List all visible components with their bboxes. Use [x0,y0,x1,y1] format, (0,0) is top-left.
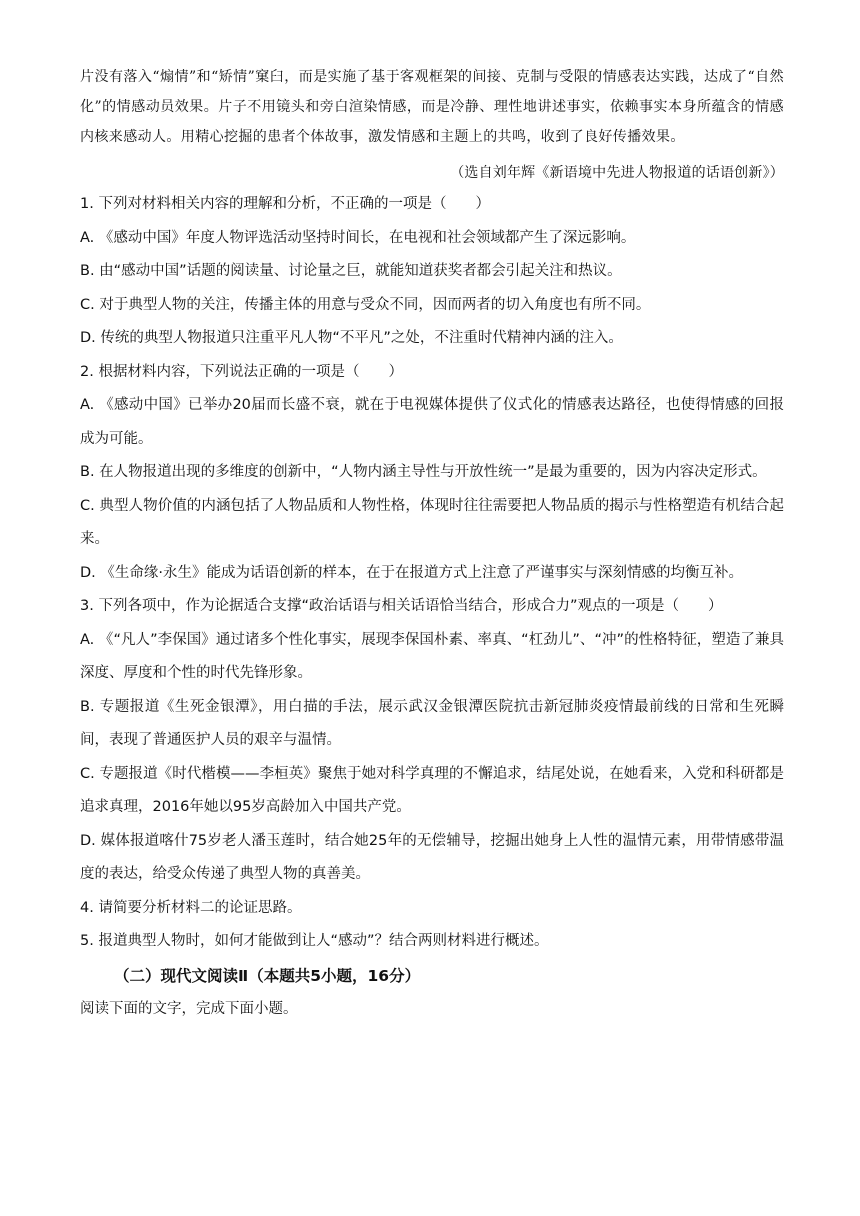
question-1 [80,188,784,356]
option-d: D. 媒体报道喀什75岁老人潘玉莲时，结合她25年的无偿辅导，挖掘出她身上人性的温情元素，用带情感带温度的表达，给受众传递了典型人物的真善美。 [80,832,784,882]
option-b: B. 在人物报道出现的多维度的创新中，“人物内涵主导性与开放性统一”是最为重要的，因为内容决定形式。 [80,464,767,480]
option-d: D. 《生命缘·永生》能成为话语创新的样本，在于在报道方式上注意了严谨事实与深刻情感的均衡互补。 [80,564,743,581]
option-a: A. 《感动中国》年度人物评选活动坚持时间长，在电视和社会领域都产生了深远影响。 [80,229,636,246]
question-stem: 2. 根据材料内容，下列说法正确的一项是（ ） [80,363,403,380]
option-c: C. 专题报道《时代楷模——李桓英》聚焦于她对科学真理的不懈追求，结尾处说，在她看来，入党和科研都是追求真理，2016年她以95岁高龄加入中国共产党。 [80,765,784,815]
section-title: （二）现代文阅读Ⅱ（本题共5小题，16分） [114,966,421,985]
passage-paragraph: 片没有落入“煽情”和“矫情”窠臼，而是实施了基于客观框架的间接、克制与受限的情感表达实践，达成了“自然化”的情感动员效果。片子不用镜头和旁白渲染情感，而是冷静、理性地讲述事实，依赖事实本身所蕴含的情感内核来感动人。用精心挖掘的患者个体故事，激发情感和主题上的共鸣，收到了良好传播效果。 [80,69,784,145]
document-page [80,62,784,1026]
question-3 [80,590,784,892]
question-5: 5. 报道典型人物时，如何才能做到让人“感动”？结合两则材料进行概述。 [80,933,549,949]
question-stem: 1. 下列对材料相关内容的理解和分析，不正确的一项是（ ） [80,196,490,212]
option-b: B. 由“感动中国”话题的阅读量、讨论量之巨，就能知道获奖者都会引起关注和热议。 [80,263,622,279]
question-2 [80,356,784,591]
question-stem: 3. 下列各项中，作为论据适合支撑“政治话语与相关话语恰当结合，形成合力”观点的一项是（ ） [80,598,723,614]
option-a: A. 《“凡人”李保国》通过诸多个性化事实，展现李保国朴素、率真、“杠劲儿”、“冲”的性格特征，塑造了兼具深度、厚度和个性的时代先锋形象。 [80,631,784,681]
option-c: C. 对于典型人物的关注，传播主体的用意与受众不同，因而两者的切入角度也有所不同。 [80,296,651,313]
option-c: C. 典型人物价值的内涵包括了人物品质和人物性格，体现时往往需要把人物品质的揭示与性格塑造有机结合起来。 [80,497,784,547]
section-instruction: 阅读下面的文字，完成下面小题。 [80,1000,298,1017]
option-d: D. 传统的典型人物报道只注重平凡人物“不平凡”之处，不注重时代精神内涵的注入。 [80,330,623,346]
option-b: B. 专题报道《生死金银潭》，用白描的手法，展示武汉金银潭医院抗击新冠肺炎疫情最前线的日常和生死瞬间，表现了普通医护人员的艰辛与温情。 [80,698,784,748]
passage-source: （选自刘年辉《新语境中先进人物报道的话语创新》） [450,165,784,181]
question-4: 4. 请简要分析材料二的论证思路。 [80,899,302,916]
option-a: A. 《感动中国》已举办20届而长盛不衰，就在于电视媒体提供了仪式化的情感表达路径，也使得情感的回报成为可能。 [80,397,784,447]
